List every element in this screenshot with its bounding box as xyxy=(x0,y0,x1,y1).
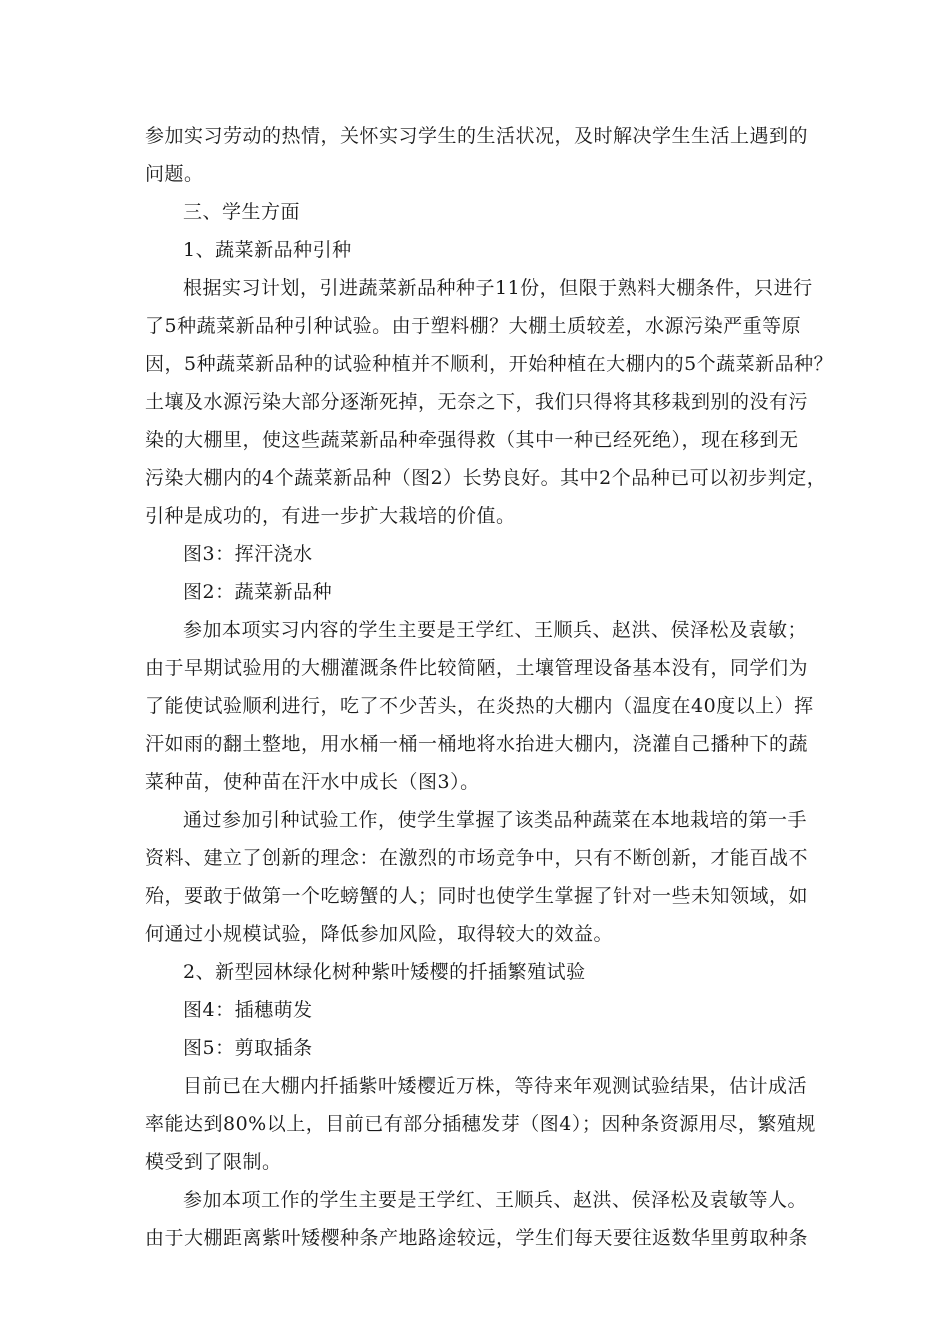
text-line: 问题。 xyxy=(145,163,204,185)
subsection-heading: 1、蔬菜新品种引种 xyxy=(183,239,352,261)
text-line: 何通过小规模试验，降低参加风险，取得较大的效益。 xyxy=(145,923,614,945)
text-line: 根据实习计划，引进蔬菜新品种种子11份，但限于熟料大棚条件，只进行 xyxy=(183,277,813,299)
text-line: 了能使试验顺利进行，吃了不少苦头，在炎热的大棚内（温度在40度以上）挥 xyxy=(145,695,814,717)
text-line: 目前已在大棚内扦插紫叶矮樱近万株，等待来年观测试验结果，估计成活 xyxy=(183,1075,808,1097)
text-line: 菜种苗，使种苗在汗水中成长（图3）。 xyxy=(145,771,480,793)
text-line: 参加实习劳动的热情，关怀实习学生的生活状况，及时解决学生生活上遇到的 xyxy=(145,125,809,147)
text-line: 了5种蔬菜新品种引种试验。由于塑料棚？大棚土质较差，水源污染严重等原 xyxy=(145,315,802,337)
text-line: 率能达到80%以上，目前已有部分插穗发芽（图4）；因种条资源用尽，繁殖规 xyxy=(145,1113,816,1135)
figure-caption: 图4：插穗萌发 xyxy=(183,999,313,1021)
text-line: 参加本项工作的学生主要是王学红、王顺兵、赵洪、侯泽松及袁敏等人。 xyxy=(183,1189,808,1211)
figure-caption: 图5：剪取插条 xyxy=(183,1037,313,1059)
text-line: 资料、建立了创新的理念：在激烈的市场竞争中，只有不断创新，才能百战不 xyxy=(145,847,809,869)
figure-caption: 图2：蔬菜新品种 xyxy=(183,581,333,603)
text-line: 土壤及水源污染大部分逐渐死掉，无奈之下，我们只得将其移栽到别的没有污 xyxy=(145,391,809,413)
text-line: 因，5种蔬菜新品种的试验种植并不顺利，开始种植在大棚内的5个蔬菜新品种？ xyxy=(145,353,834,375)
text-line: 染的大棚里，使这些蔬菜新品种牵强得救（其中一种已经死绝），现在移到无 xyxy=(145,429,799,451)
text-line: 通过参加引种试验工作，使学生掌握了该类品种蔬菜在本地栽培的第一手 xyxy=(183,809,808,831)
subsection-heading: 2、新型园林绿化树种紫叶矮樱的扦插繁殖试验 xyxy=(183,961,586,983)
figure-caption: 图3：挥汗浇水 xyxy=(183,543,313,565)
text-line: 污染大棚内的4个蔬菜新品种（图2）长势良好。其中2个品种已可以初步判定， xyxy=(145,467,827,489)
text-line: 参加本项实习内容的学生主要是王学红、王顺兵、赵洪、侯泽松及袁敏； xyxy=(183,619,808,641)
text-line: 模受到了限制。 xyxy=(145,1151,282,1173)
text-line: 殆，要敢于做第一个吃螃蟹的人；同时也使学生掌握了针对一些未知领域，如 xyxy=(145,885,809,907)
section-heading: 三、学生方面 xyxy=(183,201,301,223)
text-line: 引种是成功的，有进一步扩大栽培的价值。 xyxy=(145,505,516,527)
text-line: 由于大棚距离紫叶矮樱种条产地路途较远，学生们每天要往返数华里剪取种条 xyxy=(145,1227,809,1249)
text-line: 由于早期试验用的大棚灌溉条件比较简陋，土壤管理设备基本没有，同学们为 xyxy=(145,657,809,679)
text-line: 汗如雨的翻土整地，用水桶一桶一桶地将水抬进大棚内，浇灌自己播种下的蔬 xyxy=(145,733,809,755)
